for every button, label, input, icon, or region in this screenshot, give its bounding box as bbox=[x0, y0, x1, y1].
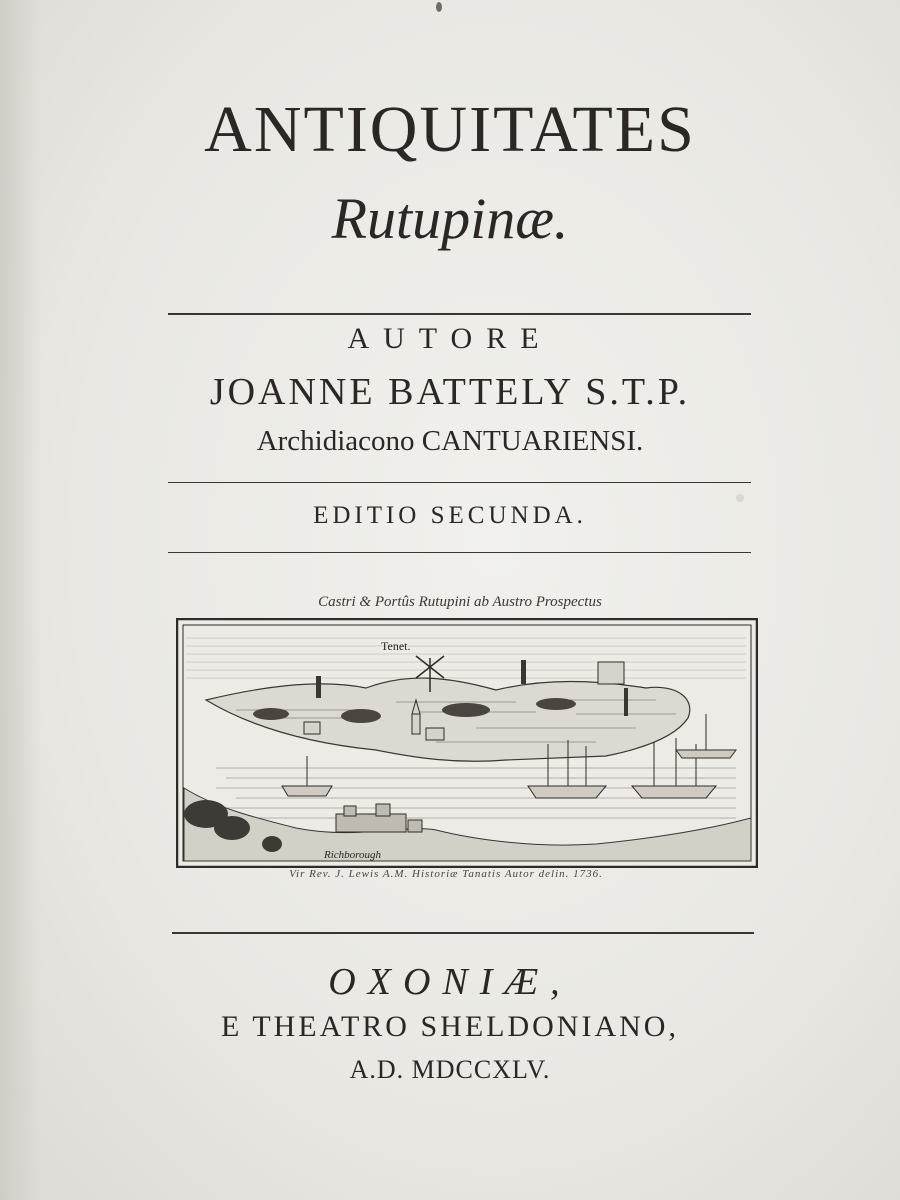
divider-rule bbox=[168, 552, 751, 553]
imprint-date: A.D. MDCCXLV. bbox=[349, 1055, 551, 1084]
engraving-caption-top: Castri & Portûs Rutupini ab Austro Prospectus bbox=[318, 594, 602, 610]
island-label: Tenet. bbox=[381, 639, 411, 653]
divider-rule bbox=[168, 482, 751, 483]
divider-rule bbox=[172, 932, 754, 934]
author-name: JOANNE BATTELY S.T.P. bbox=[209, 371, 691, 413]
paper-spot bbox=[436, 2, 442, 12]
book-title: ANTIQUITATES bbox=[204, 93, 696, 166]
castle-label: Richborough bbox=[324, 849, 382, 861]
edition-statement: EDITIO SECUNDA. bbox=[313, 502, 587, 529]
book-subtitle: Rutupinæ. bbox=[331, 186, 569, 251]
engraving-illustration bbox=[176, 618, 758, 868]
imprint-press: E THEATRO SHELDONIANO, bbox=[221, 1010, 679, 1043]
imprint-city: OXONIÆ, bbox=[328, 961, 572, 1003]
hilltop-tower bbox=[598, 662, 624, 684]
paper-spot bbox=[736, 494, 744, 502]
engraving-caption-bottom: Vir Rev. J. Lewis A.M. Historiæ Tanatis Autor delin. 1736. bbox=[289, 868, 603, 880]
author-office: Archidiacono CANTUARIENSI. bbox=[256, 425, 644, 457]
divider-rule bbox=[168, 313, 751, 315]
author-label: AUTORE bbox=[347, 322, 553, 355]
